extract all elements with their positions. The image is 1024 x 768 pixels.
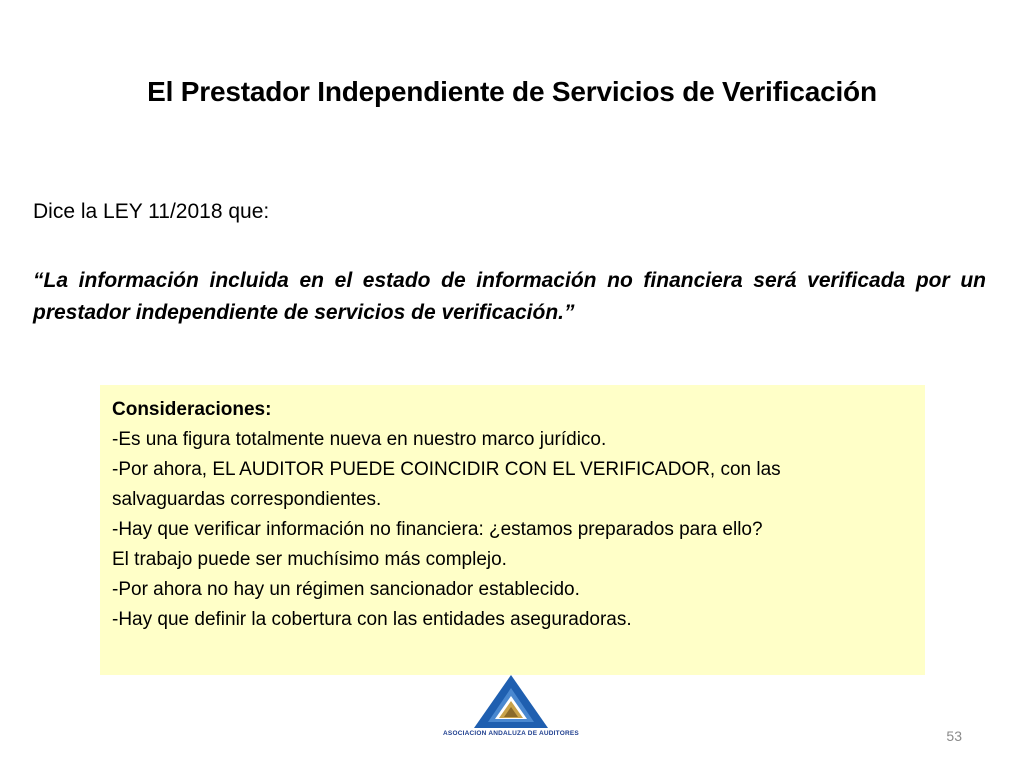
triangle-logo-icon bbox=[428, 672, 594, 730]
consideration-line: salvaguardas correspondientes. bbox=[112, 489, 382, 510]
law-quote: “La información incluida en el estado de información no financiera será verificada por un prestador independiente de servicios de verificación.” bbox=[33, 269, 986, 324]
consideration-line: -Hay que verificar información no financiera: ¿estamos preparados para ello? bbox=[112, 519, 763, 540]
slide-title: El Prestador Independiente de Servicios de Verificación bbox=[147, 76, 877, 107]
association-logo bbox=[428, 672, 594, 742]
consideration-line: -Por ahora no hay un régimen sancionador establecido. bbox=[112, 579, 580, 600]
considerations-box bbox=[100, 385, 925, 675]
consideration-line: -Por ahora, EL AUDITOR PUEDE COINCIDIR CON EL VERIFICADOR, con las bbox=[112, 459, 781, 480]
page-number: 53 bbox=[946, 728, 962, 744]
logo-text: ASOCIACION ANDALUZA DE AUDITORES bbox=[443, 730, 579, 737]
consideration-line: -Hay que definir la cobertura con las entidades aseguradoras. bbox=[112, 609, 632, 630]
consideration-line: El trabajo puede ser muchísimo más complejo. bbox=[112, 549, 507, 570]
consideration-line: -Es una figura totalmente nueva en nuestro marco jurídico. bbox=[112, 429, 607, 450]
intro-text: Dice la LEY 11/2018 que: bbox=[33, 200, 270, 223]
considerations-heading: Consideraciones: bbox=[112, 399, 272, 420]
